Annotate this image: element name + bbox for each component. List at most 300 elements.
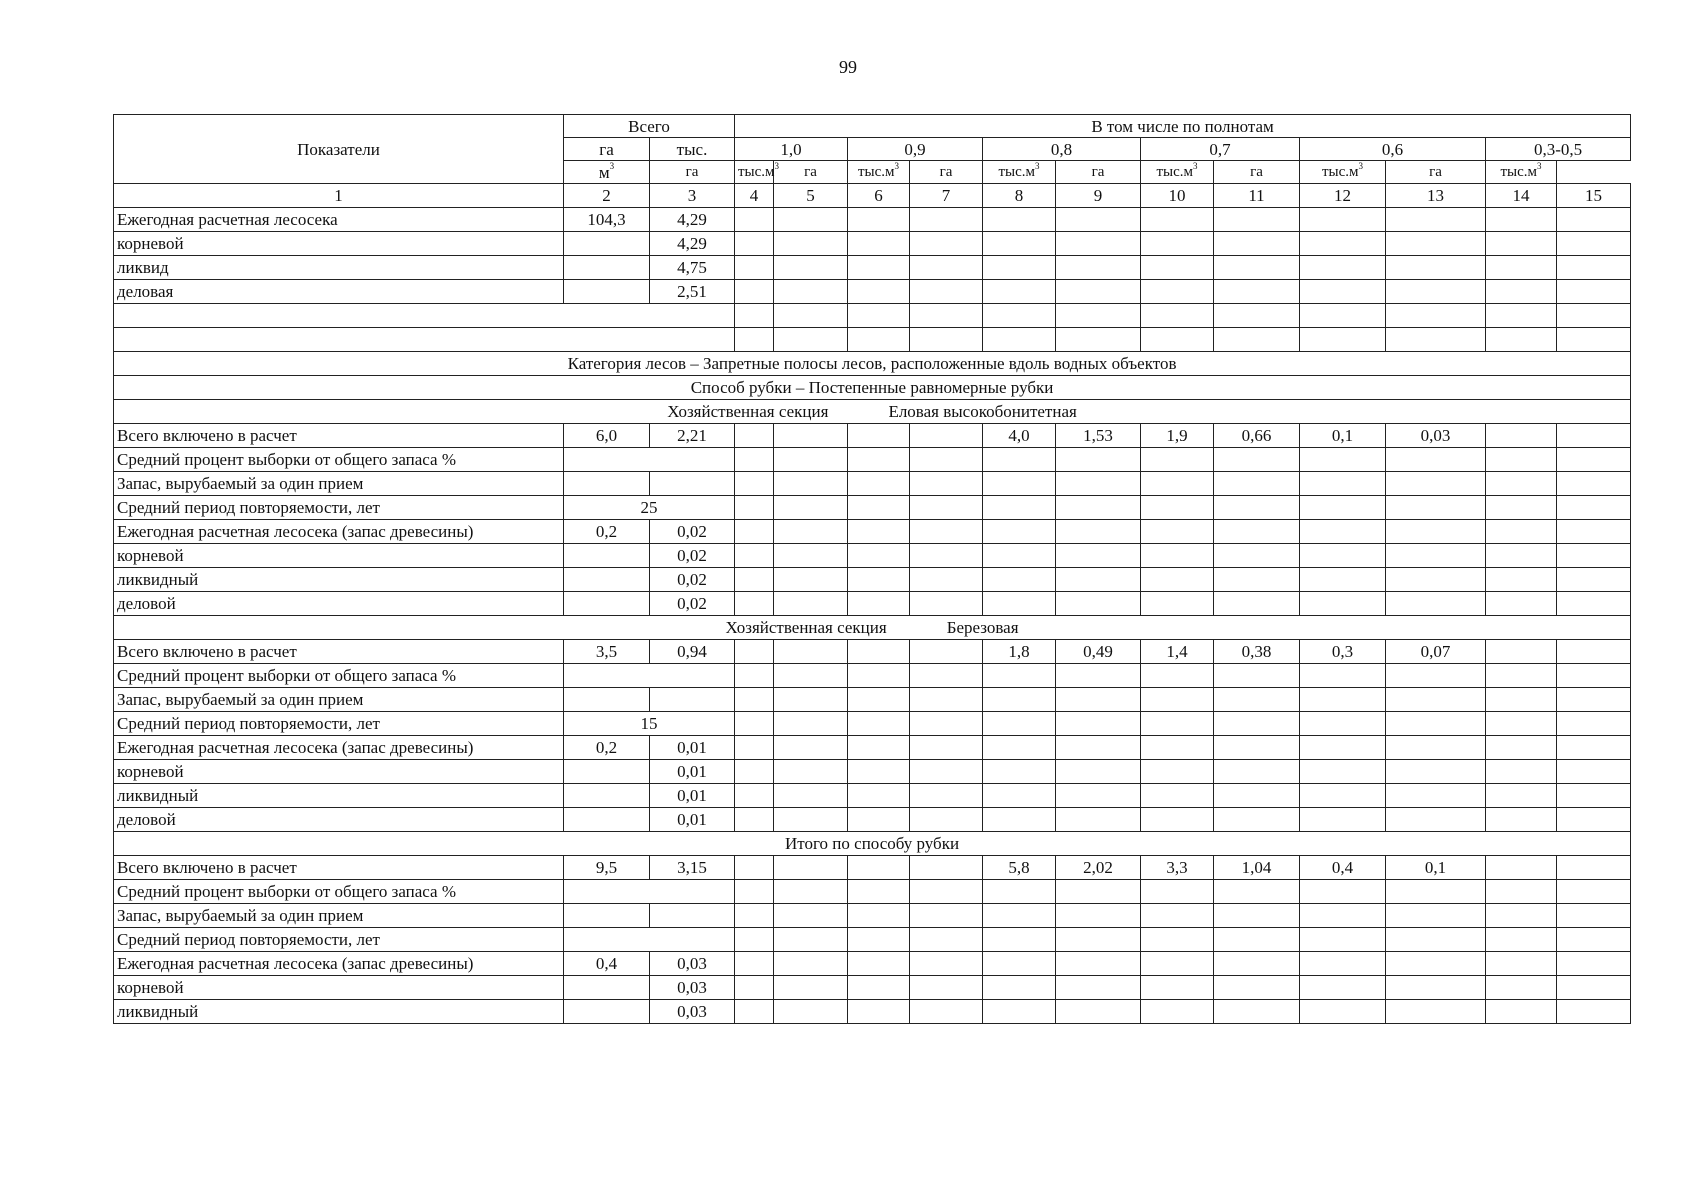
table-row (114, 784, 1631, 808)
empty-cell (1141, 712, 1214, 736)
row-label: Ежегодная расчетная лесосека (запас древесины) (114, 952, 564, 976)
section-header (114, 616, 1631, 640)
empty-cell (848, 784, 910, 808)
table-row (114, 688, 1631, 712)
empty-cell (983, 520, 1056, 544)
empty-cell (910, 304, 983, 328)
table-row (114, 280, 1631, 304)
empty-cell (735, 544, 774, 568)
value-cell: 0,38 (1214, 640, 1300, 664)
empty-cell (774, 688, 848, 712)
empty-cell (1300, 736, 1386, 760)
period-value: 15 (564, 712, 735, 736)
value-cell: 0,1 (1386, 856, 1486, 880)
empty-cell (1056, 1000, 1141, 1024)
value-cell: 0,03 (1386, 424, 1486, 448)
table-row (114, 952, 1631, 976)
empty-cell (1386, 1000, 1486, 1024)
header-ha: га (774, 161, 848, 184)
empty-cell (1300, 256, 1386, 280)
empty-cell (1300, 448, 1386, 472)
empty-cell (1557, 736, 1631, 760)
empty-cell (774, 304, 848, 328)
empty-cell (910, 952, 983, 976)
empty-cell (983, 760, 1056, 784)
empty-cell (1141, 1000, 1214, 1024)
empty-cell (1056, 736, 1141, 760)
empty-cell (735, 760, 774, 784)
empty-cell (983, 304, 1056, 328)
row-label: Средний период повторяемости, лет (114, 928, 564, 952)
empty-cell (1386, 496, 1486, 520)
empty-cell (1056, 208, 1141, 232)
empty-cell (1486, 952, 1557, 976)
row-label: ликвидный (114, 568, 564, 592)
empty-cell (1056, 304, 1141, 328)
empty-cell (1557, 544, 1631, 568)
empty-cell (1386, 928, 1486, 952)
empty-cell (564, 544, 650, 568)
empty-cell (848, 592, 910, 616)
empty-cell (1214, 472, 1300, 496)
empty-cell (1486, 472, 1557, 496)
empty-cell (735, 880, 774, 904)
empty-cell (1141, 784, 1214, 808)
empty-cell (735, 664, 774, 688)
empty-cell (735, 904, 774, 928)
table-row (114, 496, 1631, 520)
column-number: 15 (1557, 184, 1631, 208)
empty-cell (848, 904, 910, 928)
empty-cell (1056, 904, 1141, 928)
header-total: Всего (564, 115, 735, 138)
empty-cell (1557, 520, 1631, 544)
empty-cell (1557, 496, 1631, 520)
empty-cell (1557, 760, 1631, 784)
empty-cell (1141, 880, 1214, 904)
header-density: 0,7 (1141, 138, 1300, 161)
thous-m3-label: тыс.м (998, 163, 1036, 180)
empty-cell (910, 592, 983, 616)
empty-cell (848, 544, 910, 568)
empty-cell (735, 448, 774, 472)
header-thous-m3: $тыс.м^3$ (848, 161, 910, 184)
empty-cell (1486, 448, 1557, 472)
value-cell (735, 856, 774, 880)
cell-ha: 0,2 (564, 736, 650, 760)
empty-cell (774, 448, 848, 472)
empty-cell (1214, 1000, 1300, 1024)
empty-cell (774, 544, 848, 568)
empty-cell (1386, 544, 1486, 568)
empty-cell (1056, 952, 1141, 976)
empty-cell (983, 448, 1056, 472)
row-label: корневой (114, 760, 564, 784)
column-number: 5 (774, 184, 848, 208)
header-thous-m3: $тыс.м^3$ (735, 161, 774, 184)
empty-cell (1214, 544, 1300, 568)
empty-cell (848, 568, 910, 592)
empty-cell (1386, 568, 1486, 592)
cell-m3: 2,51 (650, 280, 735, 304)
empty-cell (1386, 280, 1486, 304)
empty-cell (1386, 472, 1486, 496)
empty-cell (1557, 256, 1631, 280)
empty-cell (1300, 904, 1386, 928)
value-cell (910, 856, 983, 880)
cell-m3: 0,01 (650, 736, 735, 760)
empty-cell (848, 664, 910, 688)
empty-cell (1386, 712, 1486, 736)
empty-cell (910, 232, 983, 256)
empty-cell (1214, 280, 1300, 304)
empty-cell (910, 1000, 983, 1024)
header-ha: га (1056, 161, 1141, 184)
empty-cell (1141, 592, 1214, 616)
header-density: 0,3-0,5 (1486, 138, 1631, 161)
empty-cell (650, 688, 735, 712)
empty-cell (848, 760, 910, 784)
empty-cell (1557, 328, 1631, 352)
empty-cell (848, 328, 910, 352)
header-row-1 (114, 115, 1631, 138)
empty-cell (1386, 664, 1486, 688)
empty-cell (1056, 784, 1141, 808)
table-row (114, 568, 1631, 592)
column-number: 12 (1300, 184, 1386, 208)
empty-cell (1056, 928, 1141, 952)
value-cell (774, 856, 848, 880)
cell-m3: 0,03 (650, 1000, 735, 1024)
row-label: Средний период повторяемости, лет (114, 496, 564, 520)
empty-cell (1056, 448, 1141, 472)
empty-cell (848, 472, 910, 496)
empty-cell (1141, 328, 1214, 352)
empty-cell (848, 688, 910, 712)
category-row (114, 352, 1631, 376)
empty-cell (1486, 712, 1557, 736)
empty-cell (1386, 784, 1486, 808)
empty-cell (910, 208, 983, 232)
cell-ha: 0,2 (564, 520, 650, 544)
row-label: Всего включено в расчет (114, 424, 564, 448)
empty-cell (1056, 280, 1141, 304)
empty-cell (1214, 592, 1300, 616)
empty-cell (774, 904, 848, 928)
empty-cell (1557, 784, 1631, 808)
empty-cell (735, 472, 774, 496)
empty-cell (848, 280, 910, 304)
table-row (114, 976, 1631, 1000)
empty-cell (1486, 208, 1557, 232)
empty-cell (564, 808, 650, 832)
empty-cell (1300, 304, 1386, 328)
empty-cell (1214, 760, 1300, 784)
cell-m3: 4,29 (650, 208, 735, 232)
empty-cell (983, 544, 1056, 568)
thous-m3-label: тыс.м (1500, 163, 1538, 180)
row-label: деловой (114, 592, 564, 616)
empty-cell (1141, 760, 1214, 784)
empty-cell (1557, 952, 1631, 976)
forest-table (113, 114, 1631, 1024)
empty-cell (1486, 664, 1557, 688)
empty-cell (1386, 952, 1486, 976)
empty-cell (983, 664, 1056, 688)
empty-cell (1141, 520, 1214, 544)
empty-cell (1214, 880, 1300, 904)
empty-cell (1386, 328, 1486, 352)
empty-cell (1386, 688, 1486, 712)
empty-cell (910, 496, 983, 520)
empty-cell (774, 664, 848, 688)
value-cell (774, 424, 848, 448)
column-numbers-row (114, 184, 1631, 208)
period-value (564, 928, 735, 952)
empty-cell (1486, 280, 1557, 304)
empty-cell (774, 736, 848, 760)
empty-cell (1056, 472, 1141, 496)
empty-cell (910, 976, 983, 1000)
section-header-row (114, 400, 1631, 424)
empty-cell (1141, 928, 1214, 952)
empty-cell (910, 520, 983, 544)
empty-cell (1557, 592, 1631, 616)
empty-cell (1056, 232, 1141, 256)
empty-cell (774, 208, 848, 232)
header-density: 1,0 (735, 138, 848, 161)
header-total-m3: $м^3$ (564, 161, 650, 184)
value-cell (848, 640, 910, 664)
empty-cell (735, 568, 774, 592)
empty-cell (774, 472, 848, 496)
value-cell: 1,8 (983, 640, 1056, 664)
table-row (114, 544, 1631, 568)
row-label: Средний процент выборки от общего запаса % (114, 448, 564, 472)
empty-cell (1300, 544, 1386, 568)
empty-cell (1386, 304, 1486, 328)
value-cell (910, 640, 983, 664)
empty-cell (774, 568, 848, 592)
cell-m3: 0,02 (650, 544, 735, 568)
empty-cell (650, 904, 735, 928)
table-row (114, 856, 1631, 880)
empty-cell (1300, 664, 1386, 688)
empty-cell (735, 592, 774, 616)
header-thous-m3: $тыс.м^3$ (1300, 161, 1386, 184)
value-cell (1486, 424, 1557, 448)
empty-cell (848, 928, 910, 952)
empty-cell (1486, 1000, 1557, 1024)
method-row (114, 376, 1631, 400)
value-cell (774, 640, 848, 664)
empty-cell (910, 736, 983, 760)
empty-cell (1056, 256, 1141, 280)
empty-cell (735, 688, 774, 712)
empty-cell (1386, 448, 1486, 472)
table-row (114, 472, 1631, 496)
thous-m3-label: тыс.м (1156, 163, 1194, 180)
cell-m3: 0,01 (650, 784, 735, 808)
cell-m3: 0,02 (650, 568, 735, 592)
empty-cell (848, 808, 910, 832)
empty-cell (848, 952, 910, 976)
empty-cell (774, 976, 848, 1000)
table-row (114, 808, 1631, 832)
empty-cell (983, 952, 1056, 976)
empty-cell (983, 256, 1056, 280)
empty-cell (983, 880, 1056, 904)
empty-cell (1214, 568, 1300, 592)
totals-header-row (114, 832, 1631, 856)
empty-cell (1141, 232, 1214, 256)
value-cell: 5,8 (983, 856, 1056, 880)
empty-cell (1486, 328, 1557, 352)
empty-cell (774, 256, 848, 280)
empty-cell (735, 976, 774, 1000)
value-cell: 9,5 (564, 856, 650, 880)
empty-cell (1056, 520, 1141, 544)
empty-cell (910, 784, 983, 808)
value-cell (1557, 856, 1631, 880)
empty-cell (848, 520, 910, 544)
cell-m3: 4,29 (650, 232, 735, 256)
empty-cell (1386, 232, 1486, 256)
empty-cell (848, 1000, 910, 1024)
value-cell: 2,02 (1056, 856, 1141, 880)
empty-cell (1386, 208, 1486, 232)
value-cell: 0,4 (1300, 856, 1386, 880)
empty-cell (1486, 544, 1557, 568)
empty-cell (114, 304, 735, 328)
table-row (114, 928, 1631, 952)
header-density: 0,9 (848, 138, 983, 161)
empty-cell (983, 736, 1056, 760)
empty-cell (774, 760, 848, 784)
empty-cell (1141, 256, 1214, 280)
empty-cell (564, 568, 650, 592)
section-prefix: Хозяйственная секция (725, 618, 887, 637)
column-number: 3 (650, 184, 735, 208)
empty-cell (1214, 904, 1300, 928)
empty-cell (735, 520, 774, 544)
empty-cell (564, 664, 735, 688)
empty-cell (1486, 688, 1557, 712)
table-row (114, 664, 1631, 688)
value-cell (848, 856, 910, 880)
empty-cell (564, 976, 650, 1000)
value-cell: 0,1 (1300, 424, 1386, 448)
column-number: 11 (1214, 184, 1300, 208)
value-cell: 3,5 (564, 640, 650, 664)
empty-cell (1300, 976, 1386, 1000)
empty-cell (910, 664, 983, 688)
empty-cell (1214, 928, 1300, 952)
empty-cell (1300, 784, 1386, 808)
value-cell: 1,04 (1214, 856, 1300, 880)
cell-m3: 4,75 (650, 256, 735, 280)
empty-cell (848, 232, 910, 256)
empty-cell (774, 880, 848, 904)
row-label: Запас, вырубаемый за один прием (114, 688, 564, 712)
empty-cell (910, 712, 983, 736)
empty-cell (1557, 808, 1631, 832)
empty-cell (1300, 520, 1386, 544)
blank-row (114, 328, 1631, 352)
column-number: 10 (1141, 184, 1214, 208)
empty-cell (1300, 880, 1386, 904)
empty-cell (1141, 664, 1214, 688)
empty-cell (735, 280, 774, 304)
empty-cell (1486, 304, 1557, 328)
column-number: 9 (1056, 184, 1141, 208)
empty-cell (1557, 688, 1631, 712)
column-number: 7 (910, 184, 983, 208)
row-label: Запас, вырубаемый за один прием (114, 472, 564, 496)
empty-cell (1141, 568, 1214, 592)
empty-cell (1486, 976, 1557, 1000)
empty-cell (848, 304, 910, 328)
empty-cell (1214, 328, 1300, 352)
empty-cell (1056, 496, 1141, 520)
empty-cell (910, 328, 983, 352)
empty-cell (1141, 904, 1214, 928)
column-number: 6 (848, 184, 910, 208)
table-row (114, 880, 1631, 904)
empty-cell (910, 256, 983, 280)
empty-cell (650, 472, 735, 496)
empty-cell (1557, 664, 1631, 688)
empty-cell (983, 808, 1056, 832)
header-total-ha: га (564, 138, 650, 161)
empty-cell (1141, 808, 1214, 832)
header-ha: га (1214, 161, 1300, 184)
empty-cell (983, 232, 1056, 256)
empty-cell (1486, 808, 1557, 832)
empty-cell (910, 568, 983, 592)
row-label: ликвидный (114, 1000, 564, 1024)
row-label: Средний период повторяемости, лет (114, 712, 564, 736)
empty-cell (1486, 760, 1557, 784)
thous-m3-label: тыс.м (738, 163, 775, 180)
empty-cell (735, 808, 774, 832)
empty-cell (848, 712, 910, 736)
thous-m3-label: тыс.м (857, 163, 895, 180)
empty-cell (564, 592, 650, 616)
empty-cell (1141, 496, 1214, 520)
empty-cell (983, 328, 1056, 352)
empty-cell (1141, 472, 1214, 496)
value-cell: 0,94 (650, 640, 735, 664)
header-by-density: В том числе по полнотам (735, 115, 1631, 138)
column-number: 4 (735, 184, 774, 208)
empty-cell (1056, 664, 1141, 688)
row-label: деловой (114, 808, 564, 832)
empty-cell (1557, 208, 1631, 232)
empty-cell (1141, 688, 1214, 712)
empty-cell (1386, 520, 1486, 544)
row-label: Всего включено в расчет (114, 640, 564, 664)
cell-ha: 104,3 (564, 208, 650, 232)
empty-cell (774, 592, 848, 616)
section-header-row (114, 616, 1631, 640)
empty-cell (983, 592, 1056, 616)
empty-cell (1486, 232, 1557, 256)
empty-cell (774, 952, 848, 976)
empty-cell (910, 880, 983, 904)
value-cell: 0,66 (1214, 424, 1300, 448)
empty-cell (1214, 304, 1300, 328)
